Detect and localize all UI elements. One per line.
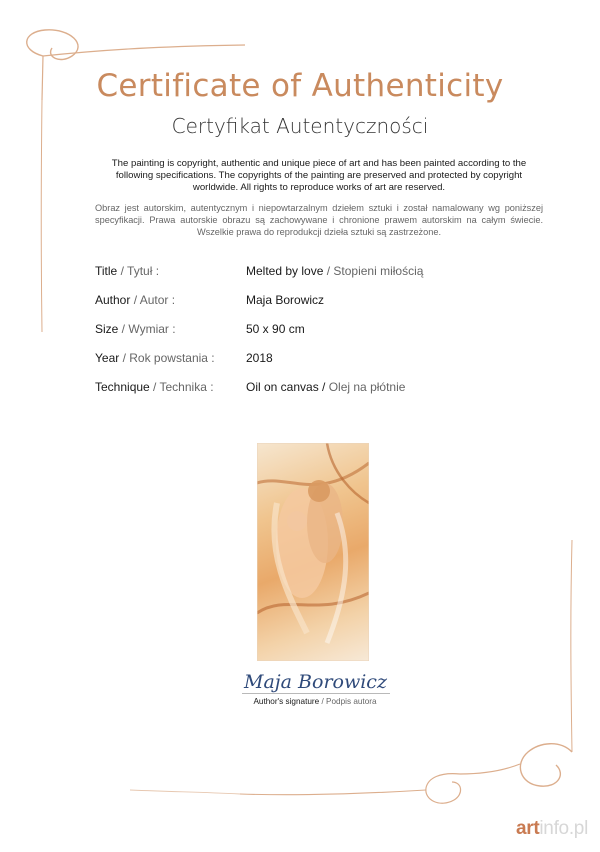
signature-line	[242, 693, 390, 694]
artwork-image	[257, 443, 369, 661]
detail-row-size	[95, 322, 555, 351]
intro-english: The painting is copyright, authentic and unique piece of art and has been painted according to the following specifications. The copyrights of the painting are preserved and protected by copyright worldwide. All rights to reproduce works of art are reserved.	[111, 158, 527, 193]
svg-text:Maja Borowicz: Maja Borowicz	[244, 671, 387, 693]
technique-value: Oil on canvas / Olej na płótnie	[246, 380, 406, 394]
certificate-title: Certificate of Authenticity	[96, 68, 504, 104]
certificate-subtitle-pl: Certyfikat Autentyczności	[171, 114, 429, 138]
detail-row-year	[95, 351, 555, 380]
detail-row-title	[95, 264, 555, 293]
year-label: Year / Rok powstania :	[95, 351, 215, 365]
title-value: Melted by love / Stopieni miłością	[246, 264, 424, 278]
author-signature	[236, 664, 396, 696]
size-label: Size / Wymiar :	[95, 322, 176, 336]
author-label: Author / Autor :	[95, 293, 176, 307]
author-value: Maja Borowicz	[246, 293, 325, 307]
signature-caption: Author's signature / Podpis autora	[253, 697, 377, 706]
year-value: 2018	[246, 351, 273, 365]
detail-row-author	[95, 293, 555, 322]
technique-label: Technique / Technika :	[95, 380, 214, 394]
intro-polish: Obraz jest autorskim, autentycznym i niepowtarzalnym dziełem sztuki i został namalowany wg poniższej specyfikacji. Prawa autorskie obrazu są zachowywane i chronione prawem autorskim na całym świecie. Wszelkie prawa do reprodukcji dzieła sztuki są zastrzeżone.	[95, 203, 543, 237]
detail-row-technique	[95, 380, 555, 409]
size-value: 50 x 90 cm	[246, 322, 305, 336]
artinfo-logo: artinfo.pl	[516, 818, 588, 839]
title-label: Title / Tytuł :	[95, 264, 160, 278]
artwork-details	[95, 264, 555, 409]
